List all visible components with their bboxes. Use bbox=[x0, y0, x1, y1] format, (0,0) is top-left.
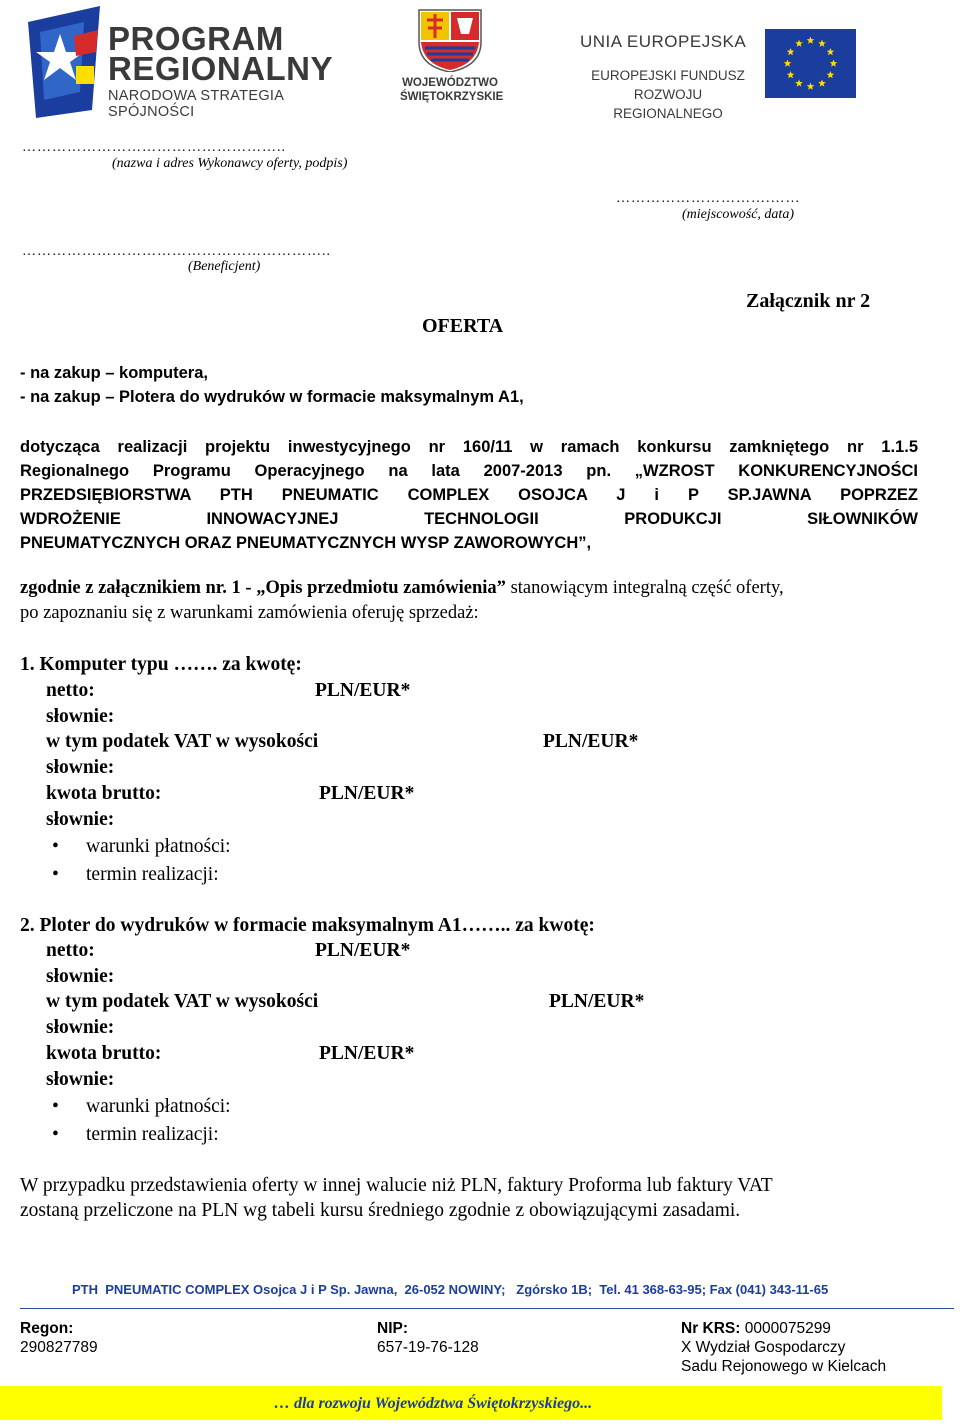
eu-star-icon bbox=[807, 37, 815, 44]
eu-star-icon bbox=[830, 60, 838, 67]
currency-note-line-1: W przypadku przedstawienia oferty w innej walucie niż PLN, faktury Proforma lub faktury VAT bbox=[20, 1175, 773, 1196]
regon-label: Regon: bbox=[20, 1320, 74, 1337]
eu-logo bbox=[552, 22, 862, 121]
item-2-slownie-1: słownie: bbox=[46, 966, 115, 987]
purchase-line-1: - na zakup – komputera, bbox=[20, 364, 208, 382]
eu-flag-icon bbox=[765, 29, 856, 98]
item-1-bullet-icon-2: • bbox=[52, 864, 59, 885]
place-caption: (miejscowość, data) bbox=[682, 207, 794, 222]
logo-program-line3: NARODOWA STRATEGIA SPÓJNOŚCI bbox=[108, 88, 284, 120]
item-1-netto-label: netto: bbox=[46, 680, 95, 701]
item-2-bullet-icon-1: • bbox=[52, 1096, 59, 1117]
nip-label: NIP: bbox=[377, 1320, 408, 1337]
page-title: OFERTA bbox=[422, 315, 504, 337]
contractor-caption: (nazwa i adres Wykonawcy oferty, podpis) bbox=[112, 156, 348, 171]
item-2-heading: 2. Ploter do wydruków w formacie maksymalnym A1…….. za kwotę: bbox=[20, 915, 595, 936]
logo-woj-line2: ŚWIĘTOKRZYSKIE bbox=[400, 91, 504, 103]
place-dots: ………………………….…… bbox=[616, 191, 801, 206]
krs-court-1: X Wydział Gospodarczy bbox=[681, 1339, 846, 1356]
intro-line-2: po zapoznaniu się z warunkami zamówienia oferuję sprzedaż: bbox=[20, 603, 479, 623]
item-1-brutto-unit: PLN/EUR* bbox=[319, 783, 415, 804]
logo-ue-line1: UNIA EUROPEJSKA bbox=[580, 32, 747, 51]
item-2-brutto-label: kwota brutto: bbox=[46, 1043, 162, 1064]
intro-bold: zgodnie z załącznikiem nr. 1 - „Opis przedmiotu zamówienia” bbox=[20, 578, 506, 598]
coat-of-arms-icon bbox=[415, 6, 485, 72]
item-1-netto-unit: PLN/EUR* bbox=[315, 680, 411, 701]
footer-divider bbox=[20, 1308, 954, 1309]
eu-star-icon bbox=[827, 48, 835, 55]
currency-note-line-2: zostaną przeliczone na PLN wg tabeli kursu średniego zgodnie z obowiązującymi zasadami. bbox=[20, 1200, 741, 1221]
annex-label: Załącznik nr 2 bbox=[746, 290, 871, 312]
eu-star-icon bbox=[784, 60, 792, 67]
logo-woj-line1: WOJEWÓDZTWO bbox=[402, 77, 498, 89]
nip-value: 657-19-76-128 bbox=[377, 1339, 479, 1356]
eu-star-icon bbox=[827, 71, 835, 78]
eu-star-icon bbox=[807, 83, 815, 90]
item-2-slownie-2: słownie: bbox=[46, 1017, 115, 1038]
project-description bbox=[20, 435, 918, 555]
logo-program-line1: PROGRAM bbox=[108, 20, 284, 57]
purchase-line-2: - na zakup – Plotera do wydruków w formacie maksymalnym A1, bbox=[20, 388, 524, 406]
item-1-slownie-3: słownie: bbox=[46, 809, 115, 830]
item-2-bullet-icon-2: • bbox=[52, 1124, 59, 1145]
item-1-bullet-icon-1: • bbox=[52, 836, 59, 857]
footer-company: PTH PNEUMATIC COMPLEX Osojca J i P Sp. Jawna, 26-052 NOWINY; Zgórsko 1B; Tel. 41 368-63-95; Fax (041) 343-11-65 bbox=[72, 1282, 829, 1297]
krs-court-2: Sadu Rejonowego w Kielcach bbox=[681, 1358, 887, 1375]
item-2-vat-label: w tym podatek VAT w wysokości bbox=[46, 991, 319, 1012]
eu-star-icon bbox=[818, 79, 826, 86]
item-2-delivery-date: termin realizacji: bbox=[86, 1124, 219, 1145]
eu-star-icon bbox=[787, 48, 795, 55]
logo-program-line2: REGIONALNY bbox=[108, 50, 334, 87]
footer-krs bbox=[681, 1319, 886, 1376]
item-2-brutto-unit: PLN/EUR* bbox=[319, 1043, 415, 1064]
item-2-slownie-3: słownie: bbox=[46, 1069, 115, 1090]
intro-rest: stanowiącym integralną część oferty, bbox=[505, 578, 784, 598]
krs-label: Nr KRS: bbox=[681, 1320, 741, 1337]
item-1-slownie-2: słownie: bbox=[46, 757, 115, 778]
wojewodztwo-logo bbox=[400, 6, 504, 110]
project-line-4: WDROŻENIE INNOWACYJNEJ TECHNOLOGII PRODUKCJI SIŁOWNIKÓW bbox=[20, 510, 918, 528]
item-1-vat-unit: PLN/EUR* bbox=[543, 731, 639, 752]
logo-ue-line2: EUROPEJSKI FUNDUSZ bbox=[591, 68, 745, 83]
item-1-payment-terms: warunki płatności: bbox=[86, 836, 231, 857]
logo-ue-line3: ROZWOJU REGIONALNEGO bbox=[613, 87, 723, 121]
program-regionalny-emblem-icon bbox=[24, 6, 114, 118]
item-1-slownie-1: słownie: bbox=[46, 706, 115, 727]
item-2-vat-unit: PLN/EUR* bbox=[549, 991, 645, 1012]
project-line-1: dotycząca realizacji projektu inwestycyjnego nr 160/11 w ramach konkursu zamkniętego nr 1.1.5 bbox=[20, 438, 918, 456]
item-1-brutto-label: kwota brutto: bbox=[46, 783, 162, 804]
item-2-netto-unit: PLN/EUR* bbox=[315, 940, 411, 961]
regon-value: 290827789 bbox=[20, 1339, 98, 1356]
footer-regon bbox=[20, 1319, 98, 1357]
eu-star-icon bbox=[818, 40, 826, 47]
intro-line-1 bbox=[20, 578, 784, 599]
eu-star-icon bbox=[795, 40, 803, 47]
eu-star-icon bbox=[795, 79, 803, 86]
contractor-dots: …………………………………………….. bbox=[22, 140, 286, 155]
item-2-payment-terms: warunki płatności: bbox=[86, 1096, 231, 1117]
beneficiary-dots: …………………………………………………….. bbox=[22, 244, 331, 259]
project-line-3: PRZEDSIĘBIORSTWA PTH PNEUMATIC COMPLEX OSOJCA J i P SP.JAWNA POPRZEZ bbox=[20, 486, 918, 504]
footer-nip bbox=[377, 1319, 479, 1357]
item-1-delivery-date: termin realizacji: bbox=[86, 864, 219, 885]
program-regionalny-logo bbox=[24, 6, 374, 118]
eu-star-icon bbox=[787, 71, 795, 78]
project-line-2: Regionalnego Programu Operacyjnego na lata 2007-2013 pn. „WZROST KONKURENCYJNOŚCI bbox=[20, 462, 918, 480]
footer-slogan: … dla rozwoju Województwa Świętokrzyskiego... bbox=[274, 1395, 593, 1412]
item-1-heading: 1. Komputer typu ……. za kwotę: bbox=[20, 654, 302, 675]
project-line-5: PNEUMATYCZNYCH ORAZ PNEUMATYCZNYCH WYSP ZAWOROWYCH”, bbox=[20, 534, 592, 552]
krs-value: 0000075299 bbox=[740, 1320, 831, 1337]
item-1-vat-label: w tym podatek VAT w wysokości bbox=[46, 731, 319, 752]
item-2-netto-label: netto: bbox=[46, 940, 95, 961]
beneficiary-caption: (Beneficjent) bbox=[188, 259, 261, 274]
